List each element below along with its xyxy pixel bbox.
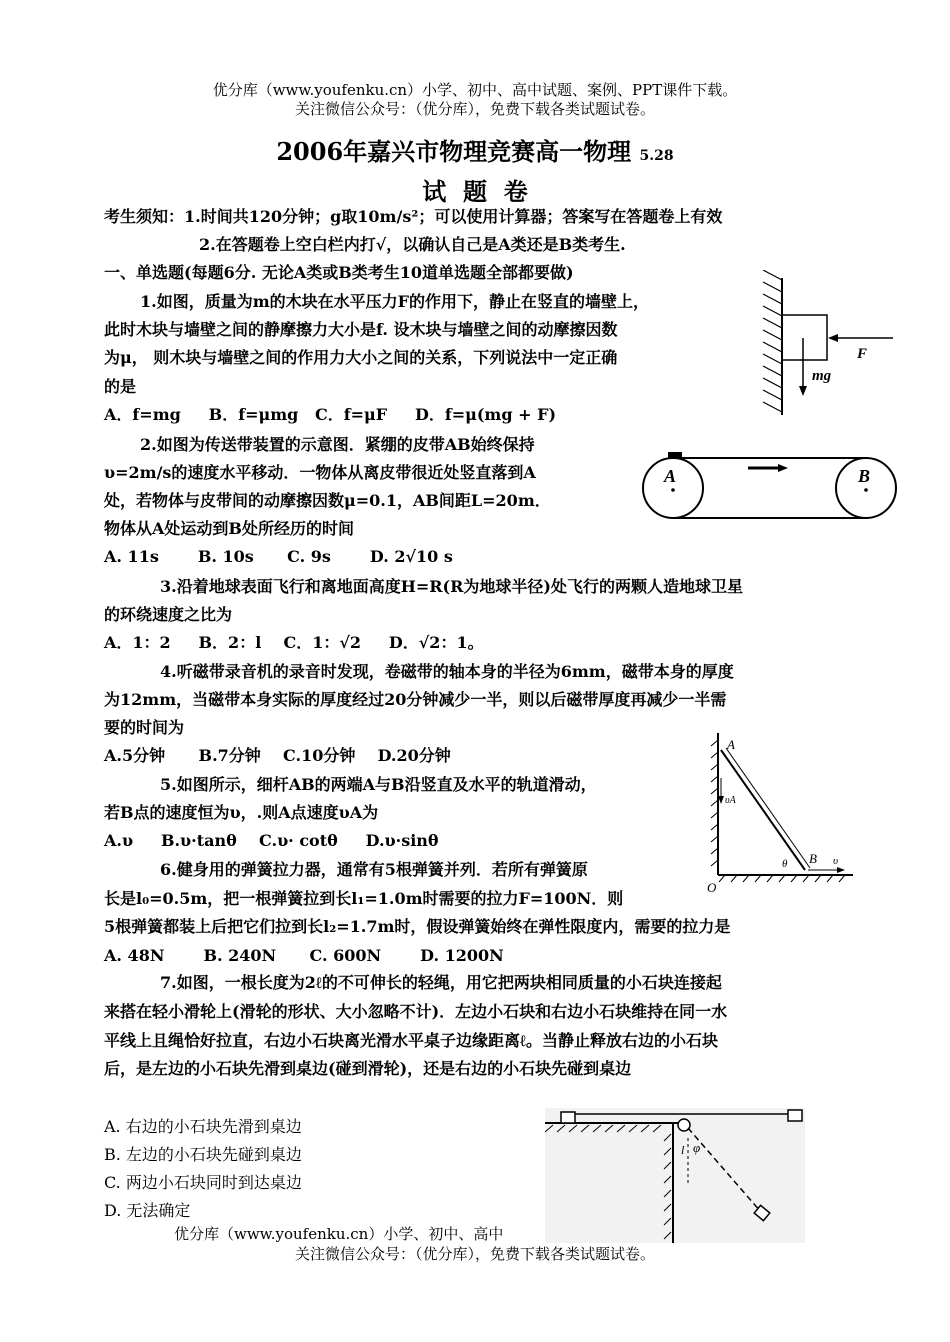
title-date: 5.28 [639,148,674,164]
vertical-hatch [711,740,718,866]
q7-line-4: 后，是左边的小石块先滑到桌边(碰到滑轮)，还是右边的小石块先碰到桌边 [104,1059,632,1078]
label-B: B [809,851,817,866]
motion-arrowhead [778,464,788,472]
q5-line-2: 若B点的速度恒为υ，.则A点速度υA为 [104,803,379,822]
label-theta: θ [782,858,788,870]
label-v: υ [833,855,839,867]
title-main: 2006年嘉兴市物理竞赛高一物理 [276,137,632,166]
q7-option-a: A. 右边的小石块先滑到桌边 [104,1117,302,1136]
left-stone [561,1112,575,1123]
q2-line-4: 物体从A处运动到B处所经历的时间 [104,519,354,538]
q3-line-1: 3.沿着地球表面飞行和离地面高度H=R(R为地球半径)处飞行的两颗人造地球卫星 [160,577,743,596]
label-O: O [707,880,717,895]
q5-rod-figure [705,730,855,895]
q3-options: A．1：2 B．2：l C．1：√2 D．√2：1。 [104,633,484,652]
q7-option-b: B. 左边的小石块先碰到桌边 [104,1145,302,1164]
footer-line-1: 优分库（www.youfenku.cn）小学、初中、高中 [174,1225,504,1243]
label-vA: υA [725,795,736,806]
q1-wall-figure [755,270,905,420]
q2-line-1: 2.如图为传送带装置的示意图．紧绷的皮带AB始终保持 [140,435,535,454]
block [782,315,827,360]
page-subtitle: 试 题 卷 [422,177,528,206]
label-A: A [727,737,735,752]
q1-line-3: 为μ， 则木块与墙壁之间的作用力大小之间的关系，下列说法中一定正确 [104,348,618,367]
q6-line-3: 5根弹簧都装上后把它们拉到长l₂=1.7m时，假设弹簧始终在弹性限度内，需要的拉力是 [104,917,731,936]
notice-line-2: 2.在答题卷上空白栏内打√，以确认自己是A类还是B类考生. [199,235,626,254]
q7-line-2: 来搭在轻小滑轮上(滑轮的形状、大小忽略不计)．左边小石块和右边小石块维持在同一水 [104,1002,728,1021]
figure-background [545,1108,805,1243]
q2-line-3: 处，若物体与皮带间的动摩擦因数μ=0.1，AB间距L=20m． [104,491,551,510]
q7-line-1: 7.如图，一根长度为2ℓ的不可伸长的轻绳，用它把两块相同质量的小石块连接起 [160,973,722,992]
label-l: l [681,1143,685,1157]
label-phi: φ [693,1140,701,1155]
horizontal-hatch [719,875,845,882]
label-F: F [857,346,868,362]
q7-option-d: D. 无法确定 [104,1201,191,1220]
notice-line-1: 考生须知：1.时间共120分钟；g取10m/s²；可以使用计算器；答案写在答题卷上有效 [104,207,723,226]
q6-options: A. 48N B. 240N C. 600N D. 1200N [104,946,504,965]
q2-options: A. 11s B. 10s C. 9s D. 2√10 s [104,547,453,566]
q5-line-1: 5.如图所示，细杆AB的两端A与B沿竖直及水平的轨道滑动， [160,775,597,794]
q4-line-3: 要的时间为 [104,718,185,737]
q2-line-2: υ=2m/s的速度水平移动．一物体从离皮带很近处竖直落到A [104,463,536,482]
q7-pulley-figure [545,1108,805,1243]
q4-line-2: 为12mm，当磁带本身实际的厚度经过20分钟减少一半，则以后磁带厚度再减少一半需 [104,690,727,709]
q7-line-3: 平线上且绳恰好拉直，右边小石块离光滑水平桌子边缘距离ℓ。当静止释放右边的小石块 [104,1031,719,1050]
page-title [0,132,950,167]
q7-option-c: C. 两边小石块同时到达桌边 [104,1173,302,1192]
q1-line-1: 1.如图，质量为m的木块在水平压力F的作用下，静止在竖直的墙壁上， [140,292,649,311]
q4-line-1: 4.听磁带录音机的录音时发现，卷磁带的轴本身的半径为6mm，磁带本身的厚度 [160,662,734,681]
label-A: A [664,466,677,486]
q3-line-2: 的环绕速度之比为 [104,605,233,624]
wall-hatch [763,270,782,412]
q5-options: A.υ B.υ·tanθ C.υ· cotθ D.υ·sinθ [104,831,439,850]
q2-conveyor-figure [640,450,905,530]
q1-line-2: 此时木块与墙壁之间的静摩擦力大小是f. 设木块与墙壁之间的动摩擦因数 [104,320,618,339]
right-stone-start [788,1110,802,1121]
section-heading: 一、单选题(每题6分. 无论A类或B类考生10道单选题全部都要做) [104,263,574,282]
weight-arrowhead [799,386,807,396]
q4-options: A.5分钟 B.7分钟 C.10分钟 D.20分钟 [104,746,451,765]
header-line-2: 关注微信公众号：（优分库），免费下载各类试题试卷。 [294,100,655,118]
q1-line-4: 的是 [104,377,137,396]
q6-line-2: 长是l₀=0.5m，把一根弹簧拉到长l₁=1.0m时需要的拉力F=100N．则 [104,889,624,908]
q1-options: A．f=mg B．f=μmg C．f=μF D．f=μ(mg + F) [104,405,557,424]
force-F-arrowhead [828,334,838,342]
rod-AB [721,750,805,870]
label-mg: mg [812,368,832,384]
q6-line-1: 6.健身用的弹簧拉力器，通常有5根弹簧并列．若所有弹簧原 [160,860,588,879]
header-line-1: 优分库（www.youfenku.cn）小学、初中、高中试题、案例、PPT课件下载。 [212,81,738,99]
label-B: B [858,466,871,486]
footer-line-2: 关注微信公众号：（优分库），免费下载各类试题试卷。 [294,1245,655,1263]
object-on-belt [668,452,682,459]
